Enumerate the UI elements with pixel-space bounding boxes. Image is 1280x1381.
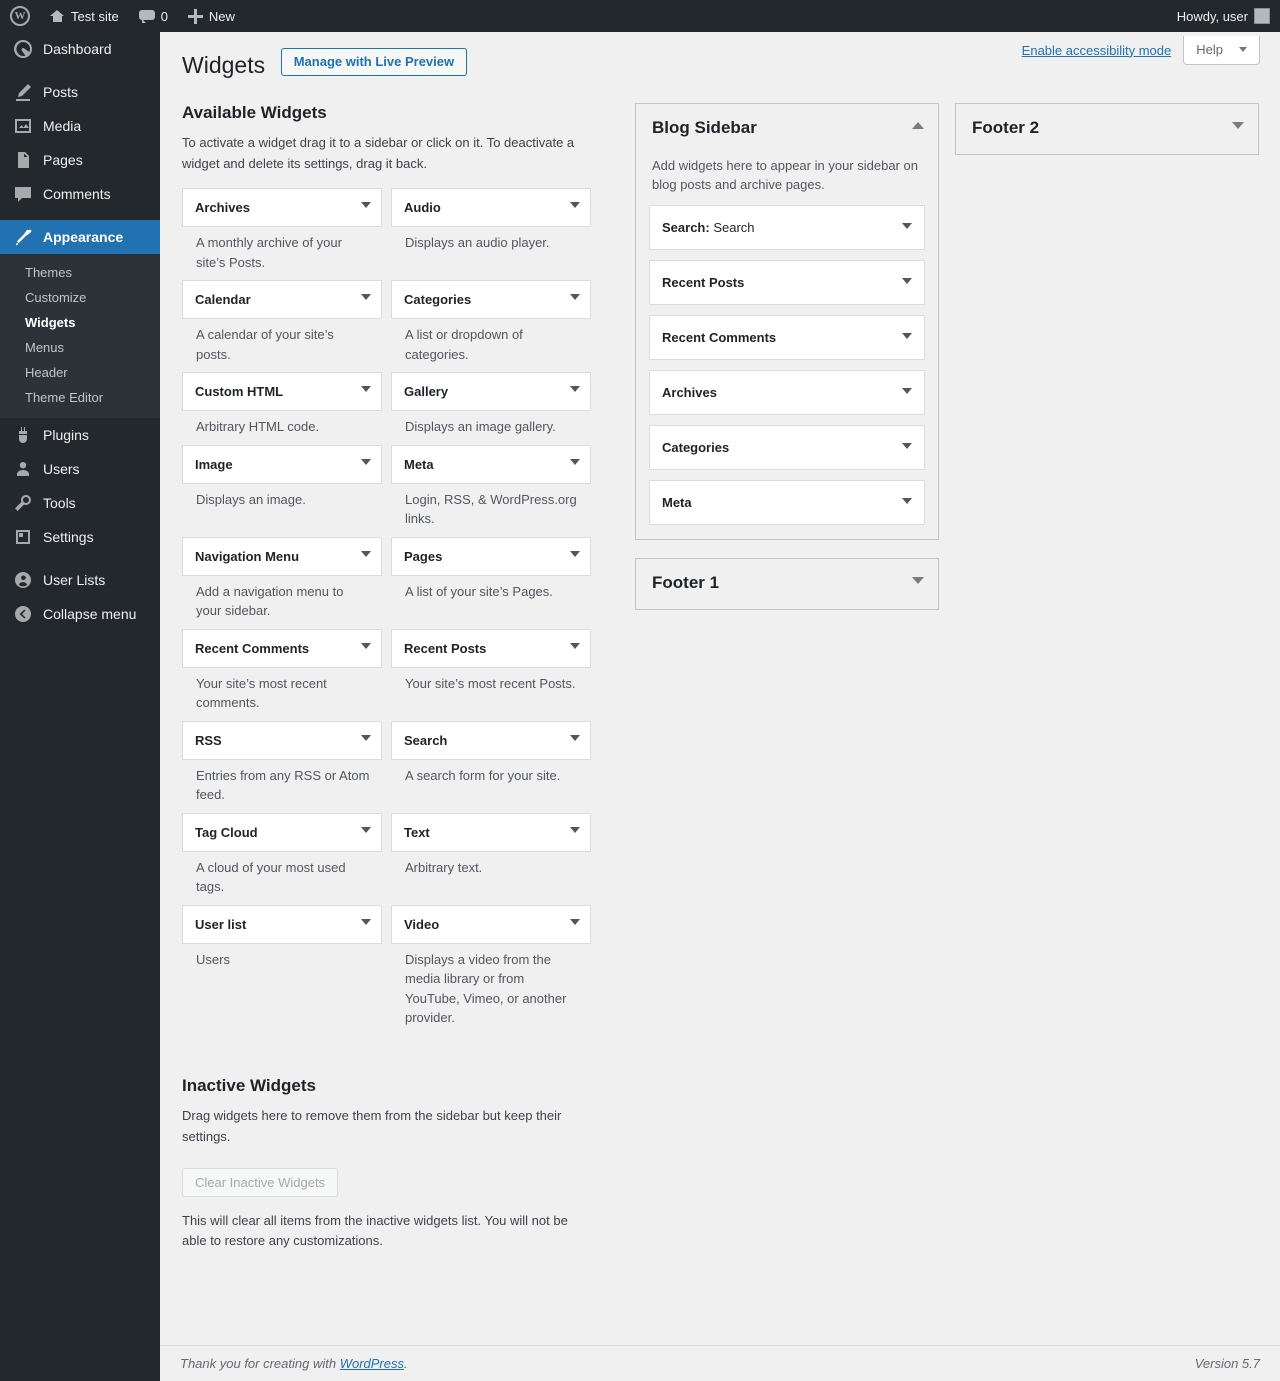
sidebar-item-plugins[interactable] xyxy=(0,418,160,452)
admin-sidebar xyxy=(0,32,160,1381)
inactive-widgets-title: Inactive Widgets xyxy=(182,1075,316,1095)
widget-cell xyxy=(391,280,591,372)
users-icon xyxy=(13,459,33,479)
widget-cell xyxy=(182,445,382,537)
chevron-down-icon[interactable] xyxy=(361,294,371,300)
submenu-item-menus[interactable]: Menus xyxy=(25,340,65,355)
widget-title: Video xyxy=(404,916,440,932)
site-name-menu[interactable] xyxy=(40,0,129,32)
submenu-item-customize[interactable]: Customize xyxy=(25,290,87,305)
widget-audio[interactable] xyxy=(391,188,591,227)
menu-separator xyxy=(0,211,160,220)
widget-description: Add a navigation menu to your sidebar. xyxy=(196,583,344,619)
placed-widget-recent-posts[interactable] xyxy=(649,260,925,305)
blog-sidebar-title: Blog Sidebar xyxy=(652,117,757,137)
sidebar-item-pages[interactable] xyxy=(0,143,160,177)
sidebar-item-users[interactable] xyxy=(0,452,160,486)
site-name-label: Test site xyxy=(71,8,119,24)
comments-count: 0 xyxy=(160,8,168,24)
widget-description: A search form for your site. xyxy=(405,767,561,783)
collapse-menu-label: Collapse menu xyxy=(43,606,137,622)
collapse-menu-button[interactable] xyxy=(0,597,160,631)
widget-cell xyxy=(391,721,591,813)
chevron-down-icon[interactable] xyxy=(570,735,580,741)
widget-title: Calendar xyxy=(195,292,251,308)
placed-widget-categories[interactable] xyxy=(649,425,925,470)
chevron-down-icon[interactable] xyxy=(902,443,912,449)
widget-title: Categories xyxy=(404,292,472,308)
chevron-down-icon[interactable] xyxy=(570,551,580,557)
inactive-widgets-description: Drag widgets here to remove them from the sidebar but keep their settings. xyxy=(182,1107,562,1144)
comments-bubble[interactable] xyxy=(129,0,178,32)
screen-meta-links xyxy=(1022,32,1260,68)
widget-cell xyxy=(182,629,382,721)
widget-cell xyxy=(391,188,591,280)
wordpress-link[interactable]: WordPress xyxy=(339,1356,404,1371)
widget-description: A list of your site’s Pages. xyxy=(405,583,553,599)
widget-title: Tag Cloud xyxy=(195,824,258,840)
placed-widget-archives[interactable] xyxy=(649,370,925,415)
footer-2-title: Footer 2 xyxy=(972,117,1040,137)
placed-widget-label: Meta xyxy=(662,494,692,510)
sidebar-item-tools[interactable] xyxy=(0,486,160,520)
placed-widget-label: Archives xyxy=(662,384,717,400)
widget-calendar[interactable] xyxy=(182,280,382,319)
menu-separator xyxy=(0,554,160,563)
plugins-icon xyxy=(13,425,33,445)
widget-title: Recent Comments xyxy=(195,640,310,656)
appearance-icon xyxy=(13,227,33,247)
tools-icon xyxy=(13,493,33,513)
footer-1-header[interactable] xyxy=(636,559,938,609)
available-widgets-grid xyxy=(182,188,617,1036)
chevron-down-icon[interactable] xyxy=(902,388,912,394)
admin-bar xyxy=(0,0,1280,32)
widget-title: Text xyxy=(404,824,430,840)
collapse-arrow-icon xyxy=(13,604,33,624)
sidebars-right-stack xyxy=(955,103,1259,628)
widget-title: Meta xyxy=(404,456,434,472)
sidebar-panel-footer-1 xyxy=(635,558,939,610)
sidebar-item-label: Appearance xyxy=(43,229,124,245)
sidebar-item-label: Tools xyxy=(43,495,76,511)
sidebars-column xyxy=(635,103,1259,628)
blog-sidebar-header[interactable] xyxy=(636,104,938,150)
chevron-up-icon[interactable] xyxy=(912,122,924,129)
chevron-down-icon[interactable] xyxy=(902,223,912,229)
chevron-down-icon[interactable] xyxy=(361,386,371,392)
widget-cell xyxy=(391,537,591,629)
sidebar-item-media[interactable] xyxy=(0,109,160,143)
submenu-item-themes[interactable]: Themes xyxy=(25,265,72,280)
chevron-down-icon[interactable] xyxy=(361,202,371,208)
widget-description: Displays an image. xyxy=(196,491,306,507)
new-content-menu[interactable] xyxy=(178,0,245,32)
sidebar-item-label: Settings xyxy=(43,529,94,545)
widget-description: Users xyxy=(196,951,230,967)
widget-description: Arbitrary HTML code. xyxy=(196,419,320,435)
widget-title: Recent Posts xyxy=(404,640,487,656)
widget-description: A list or dropdown of categories. xyxy=(405,327,523,362)
widget-title: User list xyxy=(195,916,247,932)
available-widgets-title: Available Widgets xyxy=(182,102,327,122)
submenu-item-header[interactable]: Header xyxy=(25,365,68,380)
help-label: Help xyxy=(1196,41,1223,57)
posts-icon xyxy=(13,82,33,102)
my-account-menu[interactable] xyxy=(1167,0,1280,32)
available-widgets-description: To activate a widget drag it to a sidebar or click on it. To deactivate a widget and delete its settings, drag it back. xyxy=(182,134,575,171)
widget-description: A calendar of your site’s posts. xyxy=(196,327,334,362)
new-label: New xyxy=(208,8,235,24)
widget-title: Navigation Menu xyxy=(195,548,300,564)
comment-icon xyxy=(139,10,155,23)
widget-cell xyxy=(182,721,382,813)
widget-custom-html[interactable] xyxy=(182,372,382,411)
menu-separator xyxy=(0,66,160,75)
wp-logo-menu[interactable] xyxy=(0,0,40,32)
help-tab-button[interactable] xyxy=(1183,36,1260,65)
placed-widget-value: Search xyxy=(713,219,755,235)
sidebar-item-label: Posts xyxy=(43,84,79,100)
chevron-down-icon[interactable] xyxy=(361,459,371,465)
chevron-down-icon[interactable] xyxy=(902,498,912,504)
placed-widget-search[interactable] xyxy=(649,205,925,250)
placed-widget-recent-comments[interactable] xyxy=(649,315,925,360)
widget-cell xyxy=(391,905,591,1036)
widget-gallery[interactable] xyxy=(391,372,591,411)
sidebar-item-comments[interactable] xyxy=(0,177,160,211)
sidebar-item-dashboard[interactable] xyxy=(0,32,160,66)
chevron-down-icon[interactable] xyxy=(361,735,371,741)
widget-recent-comments[interactable] xyxy=(182,629,382,668)
sidebar-item-posts[interactable] xyxy=(0,75,160,109)
footer-thanks-suffix: . xyxy=(404,1356,408,1371)
widget-archives[interactable] xyxy=(182,188,382,227)
widget-cell xyxy=(391,629,591,721)
widget-rss[interactable] xyxy=(182,721,382,760)
widget-title: Audio xyxy=(404,200,441,216)
plus-icon xyxy=(188,9,203,24)
chevron-down-icon[interactable] xyxy=(361,643,371,649)
inactive-widgets-section xyxy=(182,1076,617,1252)
widget-description: Arbitrary text. xyxy=(405,859,483,875)
comments-icon xyxy=(13,184,33,204)
widget-navigation-menu[interactable] xyxy=(182,537,382,576)
widget-text[interactable] xyxy=(391,813,591,852)
widget-description: Login, RSS, & WordPress.org links. xyxy=(405,491,577,527)
sidebar-item-appearance[interactable] xyxy=(0,220,160,254)
chevron-down-icon[interactable] xyxy=(570,459,580,465)
widget-description: A monthly archive of your site’s Posts. xyxy=(196,235,342,270)
chevron-down-icon[interactable] xyxy=(570,294,580,300)
manage-with-live-preview-button[interactable]: Manage with Live Preview xyxy=(281,48,467,76)
chevron-down-icon[interactable] xyxy=(912,577,924,584)
widget-description: Entries from any RSS or Atom feed. xyxy=(196,767,370,803)
user-lists-icon xyxy=(13,570,33,590)
widget-cell xyxy=(391,445,591,537)
widget-cell xyxy=(391,813,591,905)
chevron-down-icon[interactable] xyxy=(1232,122,1244,129)
footer-thanks xyxy=(180,1356,408,1371)
widget-title: Pages xyxy=(404,548,443,564)
widget-title: RSS xyxy=(195,732,222,748)
chevron-down-icon[interactable] xyxy=(570,202,580,208)
chevron-down-icon[interactable] xyxy=(361,919,371,925)
content-area xyxy=(160,32,1280,1381)
widget-recent-posts[interactable] xyxy=(391,629,591,668)
chevron-down-icon[interactable] xyxy=(902,333,912,339)
widget-description: Displays a video from the media library or from YouTube, Vimeo, or another provider. xyxy=(405,951,567,1026)
widget-tag-cloud[interactable] xyxy=(182,813,382,852)
sidebar-item-label: User Lists xyxy=(43,572,106,588)
widget-title: Gallery xyxy=(404,384,449,400)
page-title: Widgets xyxy=(182,52,266,78)
sidebar-item-label: Users xyxy=(43,461,80,477)
howdy-label: Howdy, user xyxy=(1176,8,1248,24)
settings-icon xyxy=(13,527,33,547)
sidebar-item-label: Comments xyxy=(43,186,111,202)
widget-cell xyxy=(182,188,382,280)
chevron-down-icon[interactable] xyxy=(361,827,371,833)
widget-cell xyxy=(391,372,591,445)
inactive-widgets-note: This will clear all items from the inactive widgets list. You will not be able to restore any customizations. xyxy=(182,1212,568,1249)
chevron-down-icon[interactable] xyxy=(570,919,580,925)
version-label: Version 5.7 xyxy=(1194,1356,1260,1371)
avatar xyxy=(1254,8,1270,24)
widget-cell xyxy=(182,537,382,629)
sidebar-item-settings[interactable] xyxy=(0,520,160,554)
enable-accessibility-mode-link[interactable]: Enable accessibility mode xyxy=(1021,42,1172,58)
widget-description: Your site’s most recent Posts. xyxy=(405,675,576,691)
widget-user-list[interactable] xyxy=(182,905,382,944)
widgets-layout xyxy=(182,103,1260,1266)
widget-pages[interactable] xyxy=(391,537,591,576)
widget-categories[interactable] xyxy=(391,280,591,319)
pages-icon xyxy=(13,150,33,170)
widget-title: Custom HTML xyxy=(195,384,284,400)
blog-sidebar-description: Add widgets here to appear in your sidebar on blog posts and archive pages. xyxy=(652,157,918,193)
chevron-down-icon xyxy=(1239,47,1247,52)
placed-widget-meta[interactable] xyxy=(649,480,925,525)
submenu-item-widgets[interactable]: Widgets xyxy=(25,315,76,330)
blog-sidebar-widgets xyxy=(636,195,938,539)
widget-description: Your site’s most recent comments. xyxy=(196,675,327,711)
available-widgets-column xyxy=(182,103,617,1266)
sidebar-item-label: Media xyxy=(43,118,82,134)
dashboard-icon xyxy=(13,39,33,59)
sidebar-item-user-lists[interactable] xyxy=(0,563,160,597)
widget-title: Archives xyxy=(195,200,250,216)
clear-inactive-widgets-button[interactable]: Clear Inactive Widgets xyxy=(182,1168,338,1197)
chevron-down-icon[interactable] xyxy=(570,386,580,392)
wordpress-logo-icon xyxy=(10,6,30,26)
home-icon xyxy=(50,9,65,23)
admin-footer xyxy=(160,1345,1280,1381)
chevron-down-icon[interactable] xyxy=(361,551,371,557)
chevron-down-icon[interactable] xyxy=(902,278,912,284)
sidebar-item-label: Plugins xyxy=(43,427,89,443)
widget-search[interactable] xyxy=(391,721,591,760)
appearance-submenu xyxy=(0,254,160,418)
media-icon xyxy=(13,116,33,136)
widget-image[interactable] xyxy=(182,445,382,484)
placed-widget-label: Search: xyxy=(662,219,710,235)
placed-widget-label: Categories xyxy=(662,439,730,455)
widget-cell xyxy=(182,813,382,905)
widget-cell xyxy=(182,905,382,1036)
submenu-item-theme-editor[interactable]: Theme Editor xyxy=(25,390,104,405)
sidebar-panel-blog-sidebar xyxy=(635,103,939,540)
placed-widget-label: Recent Comments xyxy=(662,329,777,345)
footer-1-title: Footer 1 xyxy=(652,572,720,592)
widget-description: Displays an image gallery. xyxy=(405,419,556,435)
chevron-down-icon[interactable] xyxy=(570,643,580,649)
footer-thanks-prefix: Thank you for creating with xyxy=(180,1356,340,1371)
chevron-down-icon[interactable] xyxy=(570,827,580,833)
widget-cell xyxy=(182,280,382,372)
sidebar-item-label: Pages xyxy=(43,152,83,168)
widget-title: Search xyxy=(404,732,448,748)
footer-2-header[interactable] xyxy=(956,104,1258,154)
widget-meta[interactable] xyxy=(391,445,591,484)
sidebar-panel-footer-2 xyxy=(955,103,1259,155)
widget-title: Image xyxy=(195,456,233,472)
sidebars-left-stack xyxy=(635,103,939,628)
page-wrap xyxy=(160,32,1280,1266)
widget-video[interactable] xyxy=(391,905,591,944)
widget-cell xyxy=(182,372,382,445)
placed-widget-label: Recent Posts xyxy=(662,274,745,290)
sidebar-item-label: Dashboard xyxy=(43,41,112,57)
widget-description: Displays an audio player. xyxy=(405,235,550,251)
widget-description: A cloud of your most used tags. xyxy=(196,859,346,895)
